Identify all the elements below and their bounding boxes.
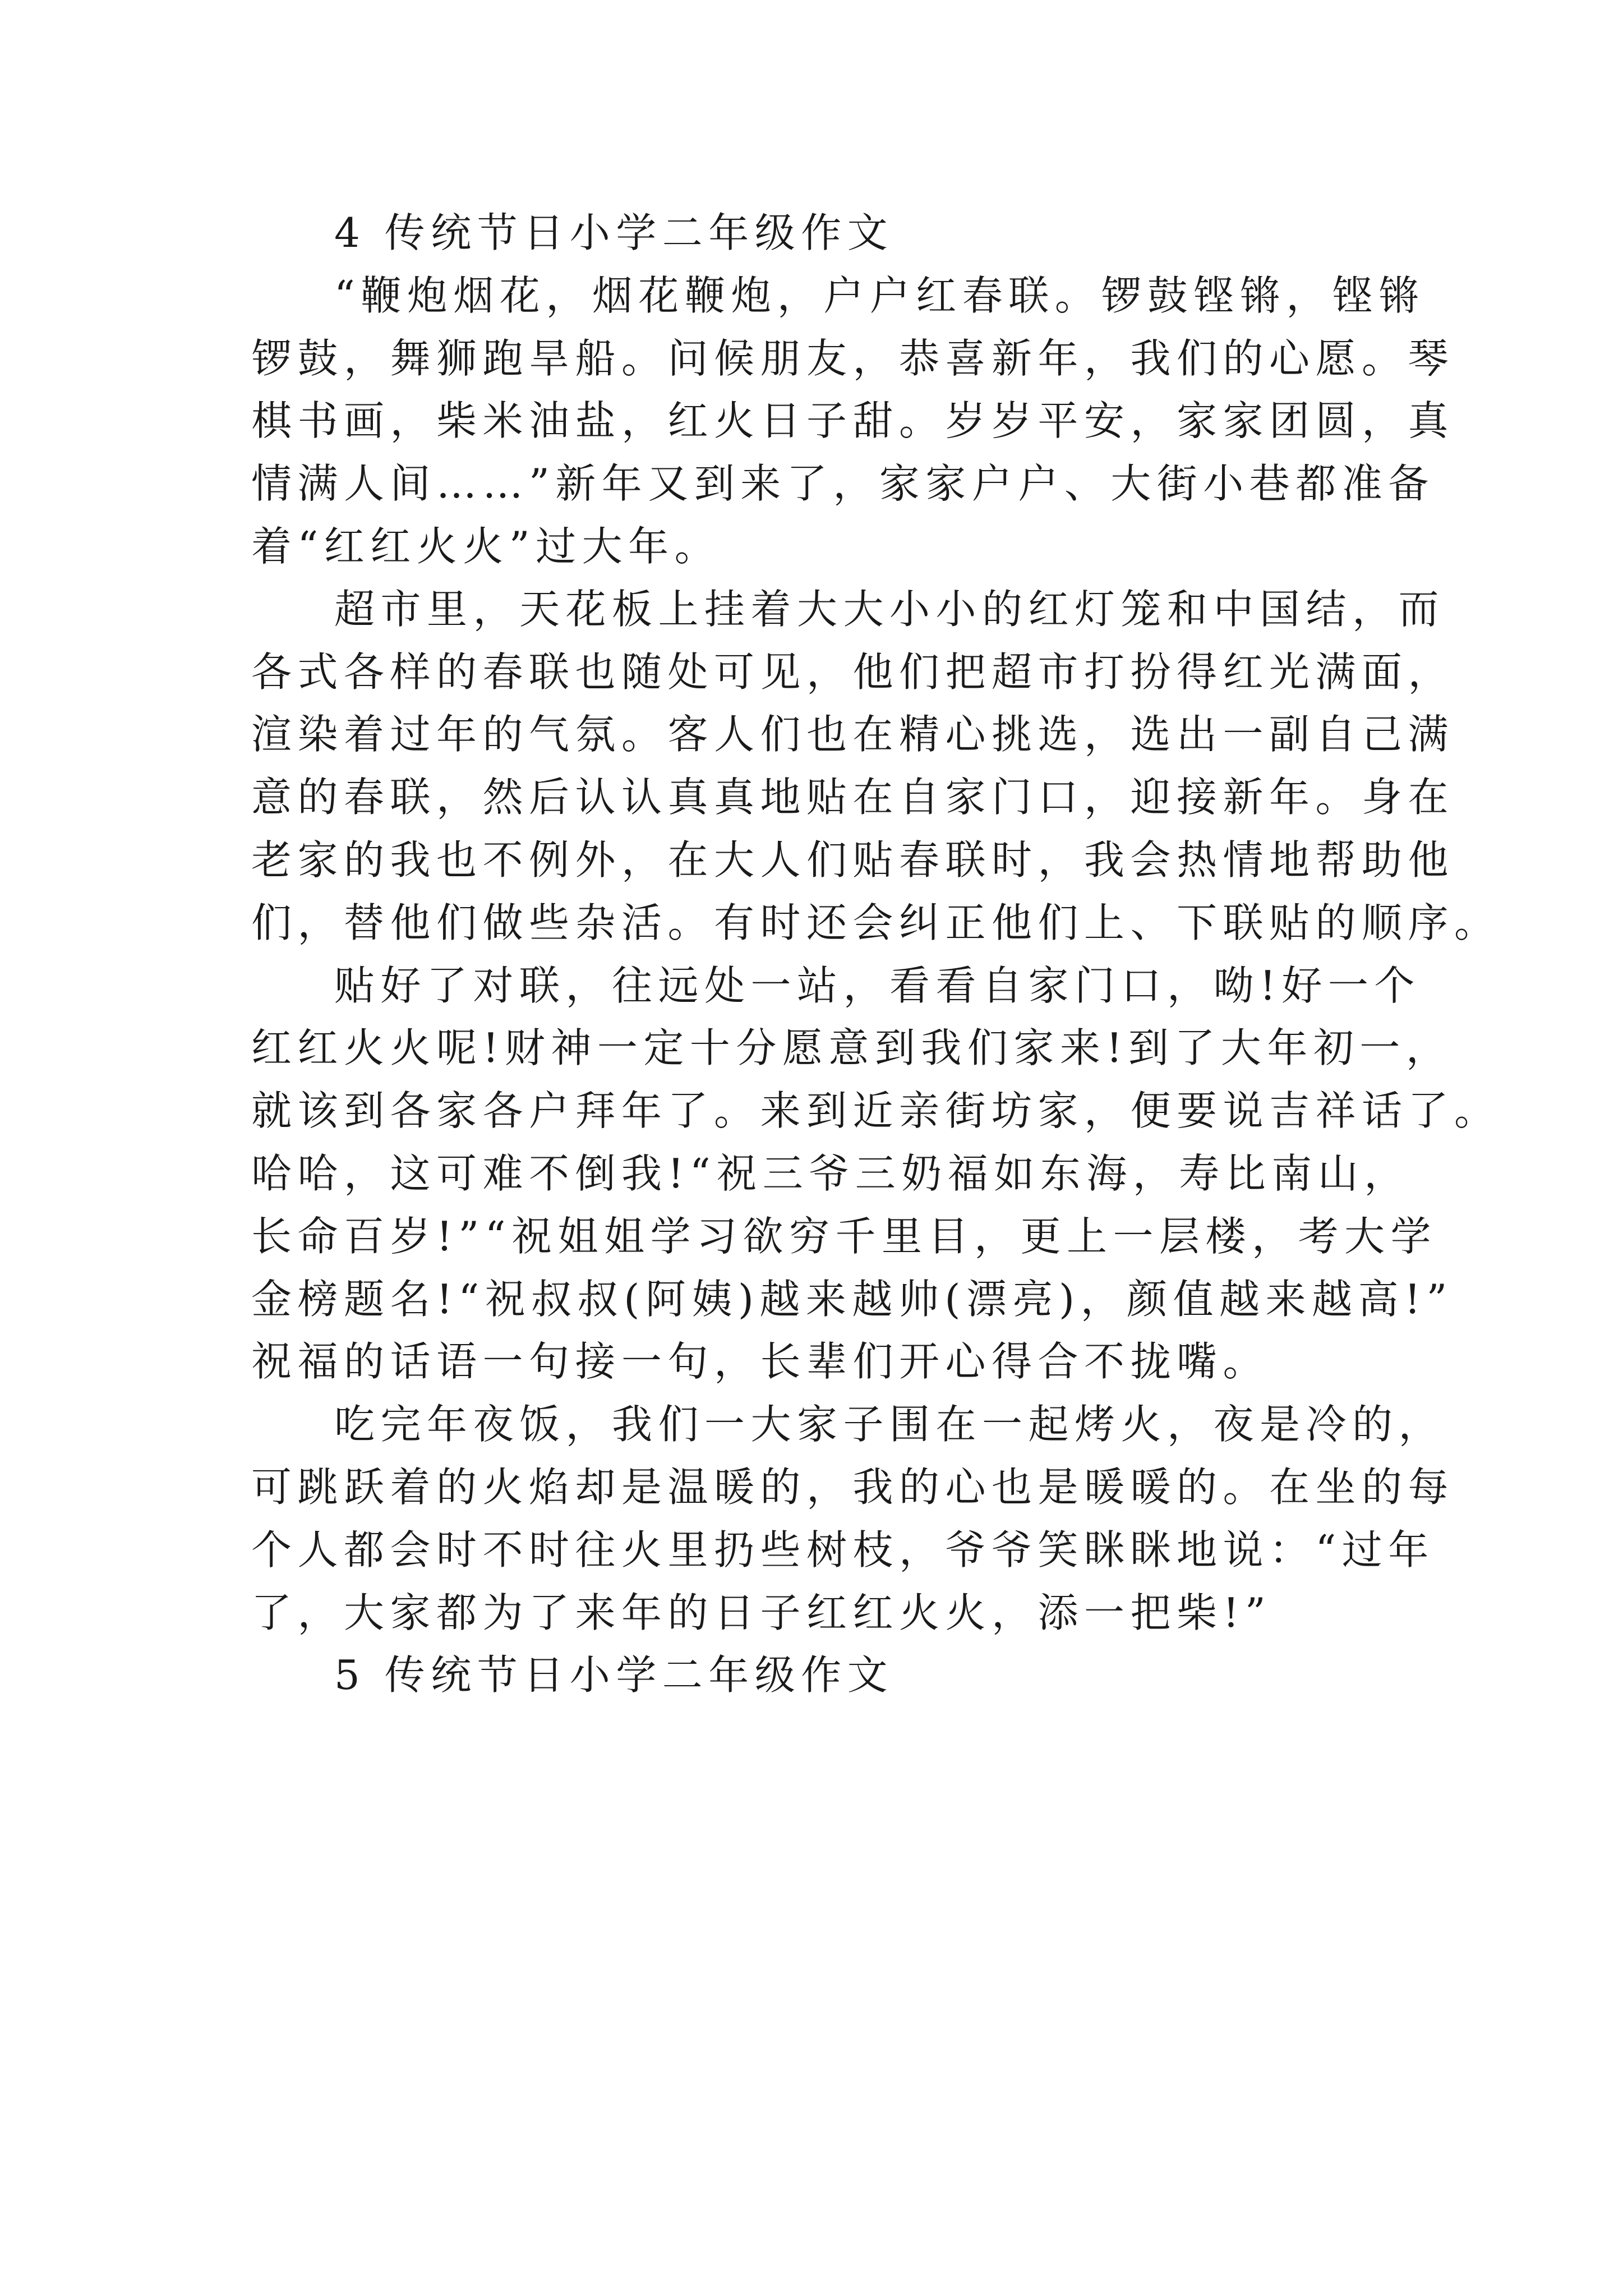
text-line: 老家的我也不例外，在大人们贴春联时，我会热情地帮助他 xyxy=(251,836,1455,884)
text-line: 着“红红火火”过大年。 xyxy=(251,522,721,570)
text-line: 意的春联，然后认认真真地贴在自家门口，迎接新年。身在 xyxy=(251,774,1455,821)
text-line: 哈哈，这可难不倒我!“祝三爷三奶福如东海，寿比南山， xyxy=(251,1149,1410,1197)
text-line: 们，替他们做些杂活。有时还会纠正他们上、下联贴的顺序。 xyxy=(251,899,1501,946)
text-line: 棋书画，柴米油盐，红火日子甜。岁岁平安，家家团圆，真 xyxy=(251,397,1455,445)
text-line: 渲染着过年的气氛。客人们也在精心挑选，选出一副自己满 xyxy=(251,711,1455,758)
text-line: “鞭炮烟花，烟花鞭炮，户户红春联。锣鼓铿锵，铿锵 xyxy=(334,272,1425,319)
text-line: 金榜题名!“祝叔叔(阿姨)越来越帅(漂亮)，颜值越来越高!” xyxy=(251,1275,1453,1323)
text-line: 就该到各家各户拜年了。来到近亲街坊家，便要说吉祥话了。 xyxy=(251,1087,1501,1135)
text-line: 吃完年夜饭，我们一大家子围在一起烤火，夜是冷的， xyxy=(334,1401,1445,1448)
essay-text xyxy=(251,202,1501,1707)
text-line: 了，大家都为了来年的日子红红火火，添一把柴!” xyxy=(251,1589,1272,1636)
text-line: 各式各样的春联也随处可见，他们把超市打扮得红光满面， xyxy=(251,648,1455,696)
text-line: 祝福的话语一句接一句，长辈们开心得合不拢嘴。 xyxy=(251,1338,1270,1386)
section-heading: 4 传统节日小学二年级作文 xyxy=(334,209,894,256)
text-line: 超市里，天花板上挂着大大小小的红灯笼和中国结，而 xyxy=(334,585,1445,633)
section-heading: 5 传统节日小学二年级作文 xyxy=(334,1651,894,1699)
text-line: 贴好了对联，往远处一站，看看自家门口，呦!好一个 xyxy=(334,961,1421,1009)
text-line: 长命百岁!”“祝姐姐学习欲穷千里目，更上一层楼，考大学 xyxy=(251,1212,1437,1260)
text-line: 情满人间……”新年又到来了，家家户户、大街小巷都准备 xyxy=(251,460,1435,508)
text-line: 红红火火呢!财神一定十分愿意到我们家来!到了大年初一， xyxy=(251,1024,1453,1072)
text-line: 可跳跃着的火焰却是温暖的，我的心也是暖暖的。在坐的每 xyxy=(251,1463,1455,1511)
text-line: 锣鼓，舞狮跑旱船。问候朋友，恭喜新年，我们的心愿。琴 xyxy=(251,334,1455,382)
text-line: 个人都会时不时往火里扔些树枝，爷爷笑眯眯地说：“过年 xyxy=(251,1526,1435,1573)
